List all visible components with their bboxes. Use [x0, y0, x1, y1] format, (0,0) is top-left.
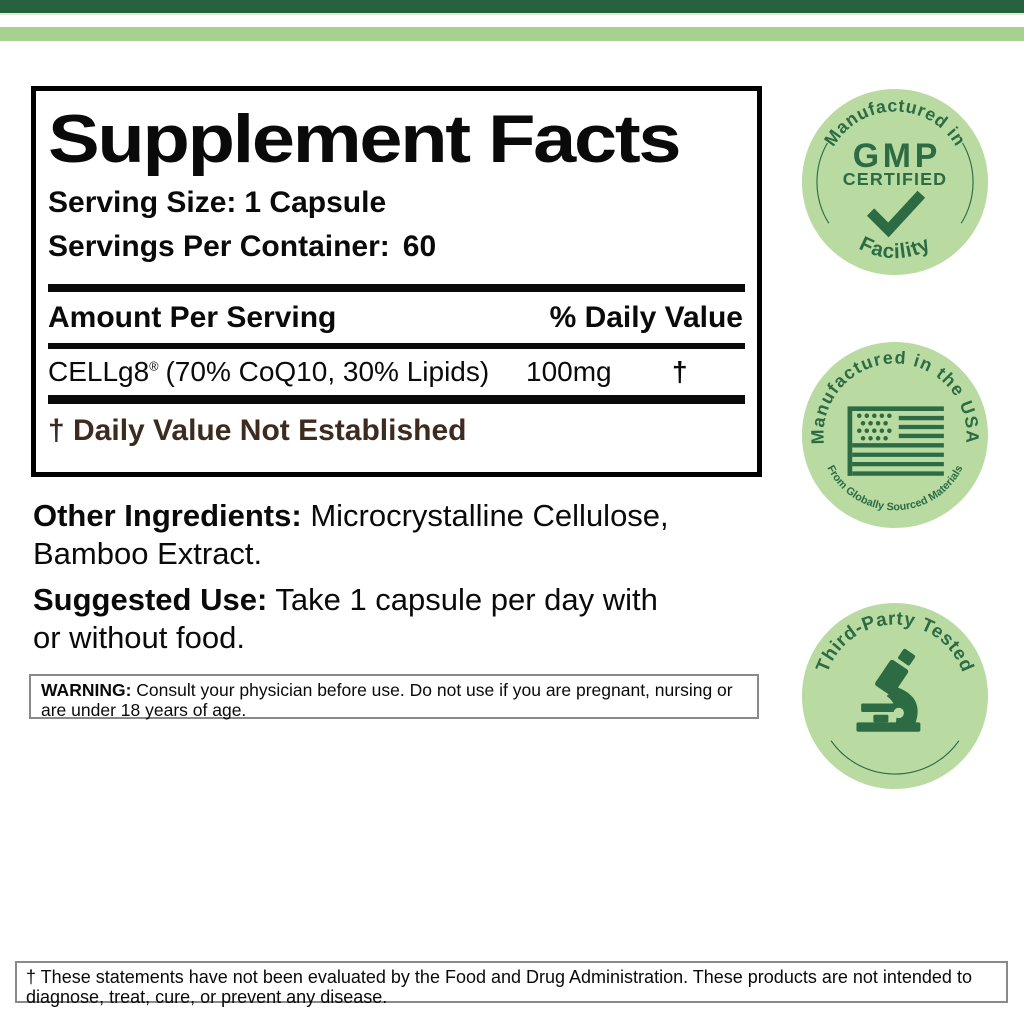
banner-bar-light: [0, 27, 1024, 41]
suggested-use-text-line1: Take 1 capsule per day with: [275, 582, 658, 617]
suggested-use-label: Suggested Use:: [33, 582, 268, 617]
banner-bar-pale-line: [0, 13, 1024, 15]
ingredient-brand: CELLg8: [48, 356, 150, 388]
disclaimer-text-line2: treat, cure, or prevent any disease.: [109, 987, 388, 1007]
disclaimer-text-line1: † These statements have not been evaluated by the Food and Drug Administration. These products are not intended to diagnose,: [26, 967, 972, 1007]
warning-text-line2: under 18 years of age.: [71, 700, 247, 720]
warning-text-line1: Consult your physician before use. Do not use if you are pregnant, nursing or are: [41, 680, 733, 720]
ingredient-row: [48, 349, 745, 395]
suggested-use-paragraph: [33, 581, 753, 657]
daily-value-header: % Daily Value: [549, 301, 743, 335]
supplement-facts-panel: [31, 86, 762, 477]
gmp-certified-badge: [801, 88, 989, 276]
serving-size-label: Serving Size:: [48, 186, 237, 219]
badge-arc-top-text: Manufactured in the USA: [807, 347, 983, 445]
warning-box: [29, 674, 759, 719]
suggested-use-text-line2: or without food.: [33, 620, 245, 655]
warning-label: WARNING:: [41, 680, 132, 700]
made-in-usa-badge: [801, 341, 989, 529]
ingredient-daily-value-dagger: †: [672, 356, 688, 388]
facts-header-row: [48, 292, 745, 343]
servings-per-container-line: [48, 229, 745, 266]
gmp-text: GMP: [852, 136, 942, 175]
banner-bar-dark: [0, 0, 1024, 13]
badge-arc-top-text: Manufactured in: [820, 95, 970, 150]
other-ingredients-paragraph: [33, 497, 753, 573]
serving-size-value: 1 Capsule: [244, 186, 387, 219]
serving-size-line: [48, 185, 745, 222]
badge-arc-bottom-text: Facility: [855, 232, 935, 264]
badge-arc-bottom-text: From Globally Sourced Materials: [824, 463, 966, 514]
divider-thick-top: [48, 284, 745, 292]
registered-trademark-symbol: ®: [149, 359, 159, 374]
ingredient-detail: (70% CoQ10, 30% Lipids): [165, 356, 490, 388]
amount-per-serving-header: Amount Per Serving: [48, 301, 337, 335]
badge-arc-top-text: Third-Party Tested: [811, 607, 979, 675]
other-ingredients-text-line2: Bamboo Extract.: [33, 536, 263, 571]
servings-per-container-label: Servings Per Container:: [48, 229, 390, 263]
badge-circle: [802, 342, 988, 528]
other-ingredients-text-line1: Microcrystalline Cellulose,: [310, 498, 669, 533]
fda-disclaimer-box: [15, 961, 1008, 1007]
third-party-tested-badge: [801, 602, 989, 790]
divider-thick-bottom: [48, 395, 745, 404]
servings-per-container-value: 60: [402, 229, 437, 263]
ingredient-amount: 100mg: [526, 356, 612, 388]
supplement-facts-title: Supplement Facts: [48, 101, 680, 177]
certified-text: CERTIFIED: [842, 168, 948, 189]
other-ingredients-label: Other Ingredients:: [33, 498, 302, 533]
daily-value-footnote: † Daily Value Not Established: [48, 414, 467, 448]
ingredient-name: [48, 349, 489, 395]
